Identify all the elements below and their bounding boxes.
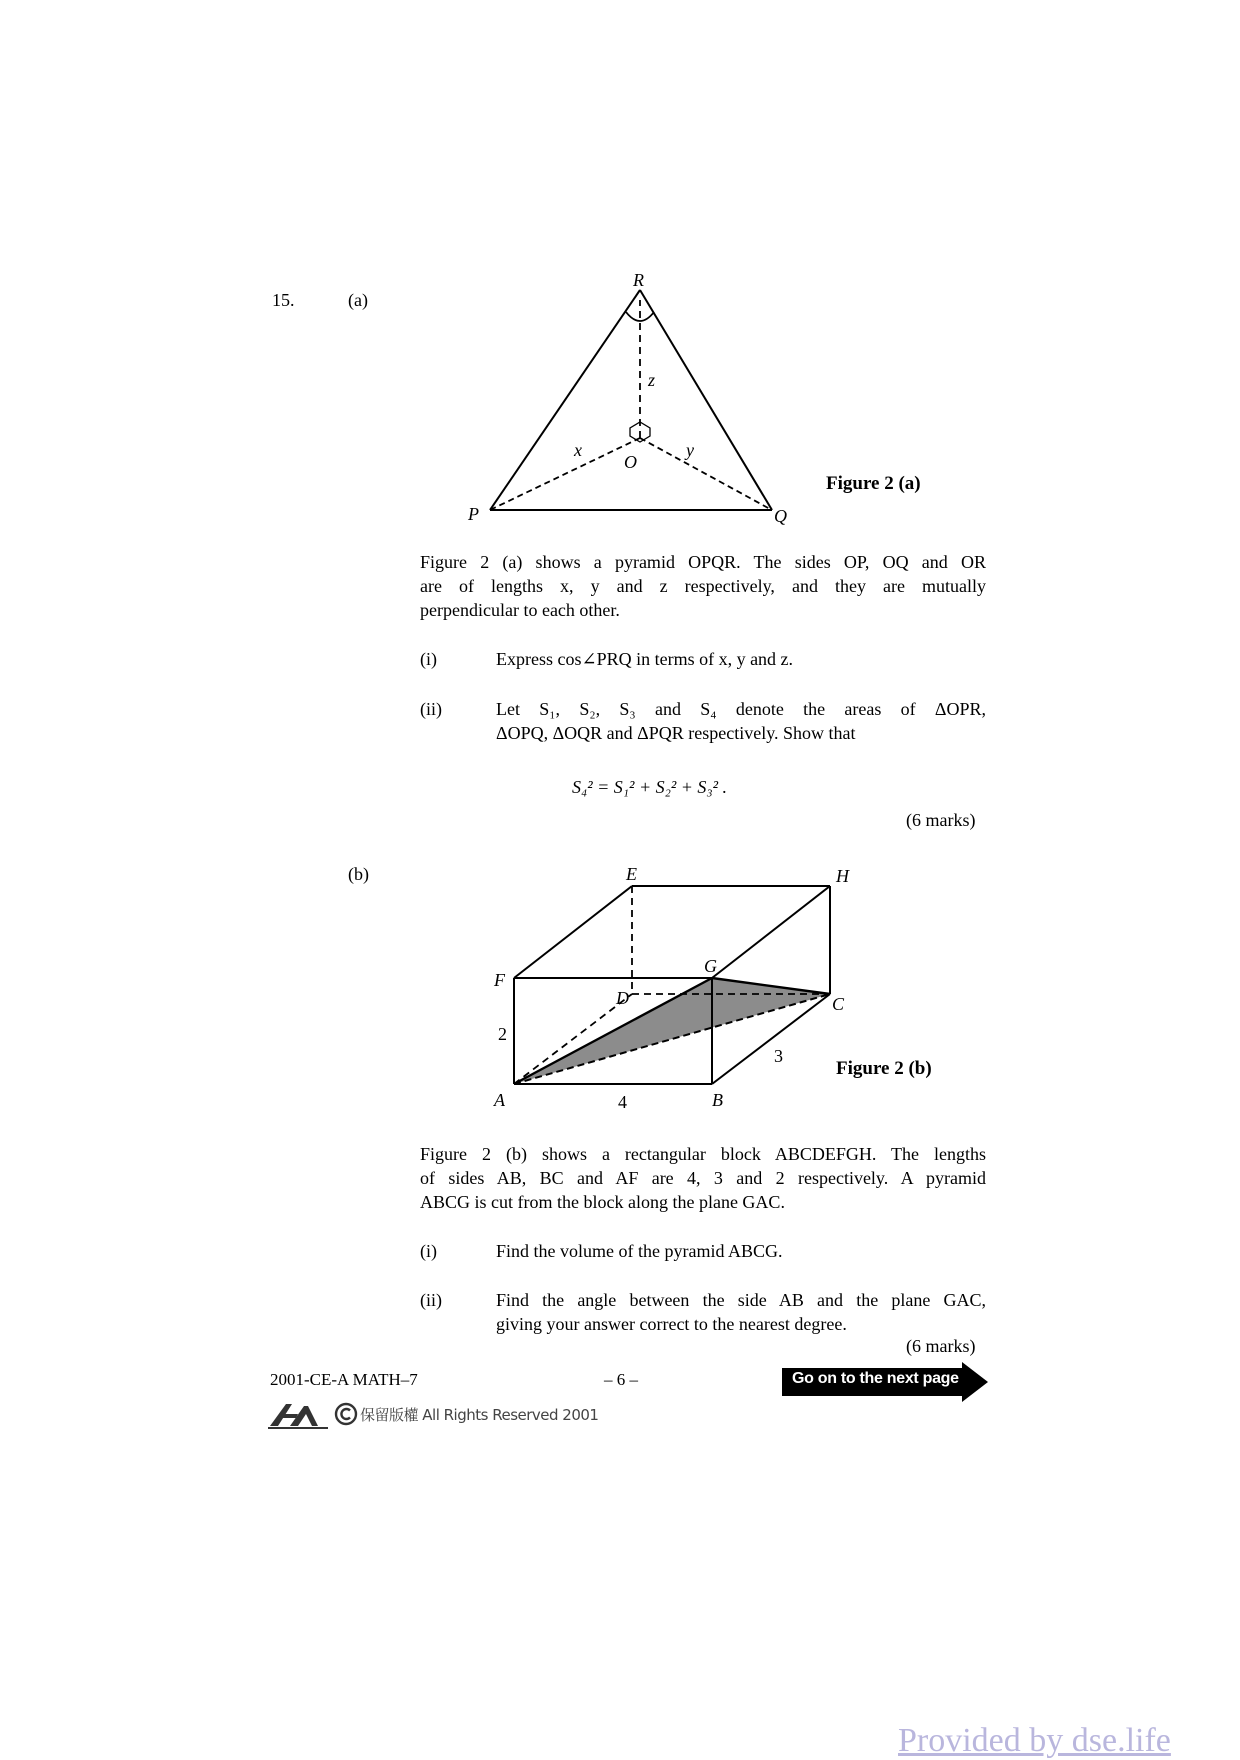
length-BC: 3 — [774, 1046, 783, 1066]
part-b-marks: (6 marks) — [906, 1336, 976, 1356]
label-R: R — [633, 270, 644, 290]
part-b-intro-line2: of sides AB, BC and AF are 4, 3 and 2 respectively. A pyramid — [420, 1168, 986, 1188]
length-AB: 4 — [618, 1092, 627, 1112]
part-a-i-text: Express cos∠PRQ in terms of x, y and z. — [496, 649, 794, 669]
label-B: B — [712, 1090, 723, 1110]
copyright-icon — [334, 1402, 358, 1426]
hkeaa-logo-icon — [268, 1400, 330, 1430]
part-a-ii-line2: ΔOPQ, ΔOQR and ΔPQR respectively. Show that — [496, 723, 856, 743]
figure-2b-block — [480, 862, 860, 1112]
label-D: D — [616, 988, 629, 1008]
label-O: O — [624, 452, 637, 472]
next-page-label: Go on to the next page — [792, 1370, 959, 1387]
label-x: x — [574, 440, 582, 460]
part-a-label: (a) — [348, 290, 368, 310]
question-number: 15. — [272, 290, 295, 310]
page-number: – 6 – — [604, 1370, 638, 1389]
part-b-ii-line2: giving your answer correct to the nearest degree. — [496, 1314, 847, 1334]
label-y: y — [686, 440, 694, 460]
part-b-i-text: Find the volume of the pyramid ABCG. — [496, 1241, 783, 1261]
part-a-marks: (6 marks) — [906, 810, 976, 830]
copyright-text: 保留版權 All Rights Reserved 2001 — [360, 1406, 599, 1424]
next-page-arrow — [782, 1362, 988, 1402]
label-Q: Q — [774, 506, 787, 526]
figure-2a-pyramid — [440, 270, 820, 530]
label-z: z — [648, 370, 656, 390]
part-b-intro-line1: Figure 2 (b) shows a rectangular block ABCDEFGH. The lengths — [420, 1144, 986, 1164]
part-a-equation: S₄² = S₁² + S₂² + S₃² . — [572, 777, 728, 797]
label-P: P — [468, 504, 479, 524]
length-AF: 2 — [498, 1024, 507, 1044]
part-b-label: (b) — [348, 864, 369, 884]
figure-2b-caption: Figure 2 (b) — [836, 1058, 932, 1079]
part-a-intro-line3: perpendicular to each other. — [420, 600, 620, 620]
part-a-ii-label: (ii) — [420, 699, 442, 719]
part-b-i-label: (i) — [420, 1241, 437, 1261]
label-C: C — [832, 994, 845, 1014]
label-E: E — [626, 864, 637, 884]
label-H: H — [836, 866, 849, 886]
part-a-ii-line1: Let S₁, S₂, S₃ and S₄ denote the areas of ΔOPR, — [496, 699, 986, 719]
part-a-intro-line1: Figure 2 (a) shows a pyramid OPQR. The sides OP, OQ and OR — [420, 552, 986, 572]
label-F: F — [494, 970, 505, 990]
part-b-intro-line3: ABCG is cut from the block along the plane GAC. — [420, 1192, 785, 1212]
watermark-link[interactable]: Provided by dse.life — [898, 1722, 1171, 1759]
part-a-i-label: (i) — [420, 649, 437, 669]
label-G: G — [704, 956, 717, 976]
paper-code: 2001-CE-A MATH–7 — [270, 1370, 418, 1389]
part-b-ii-label: (ii) — [420, 1290, 442, 1310]
part-b-ii-line1: Find the angle between the side AB and the plane GAC, — [496, 1290, 986, 1310]
figure-2a-caption: Figure 2 (a) — [826, 473, 921, 494]
part-a-intro-line2: are of lengths x, y and z respectively, and they are mutually — [420, 576, 986, 596]
label-A: A — [494, 1090, 505, 1110]
